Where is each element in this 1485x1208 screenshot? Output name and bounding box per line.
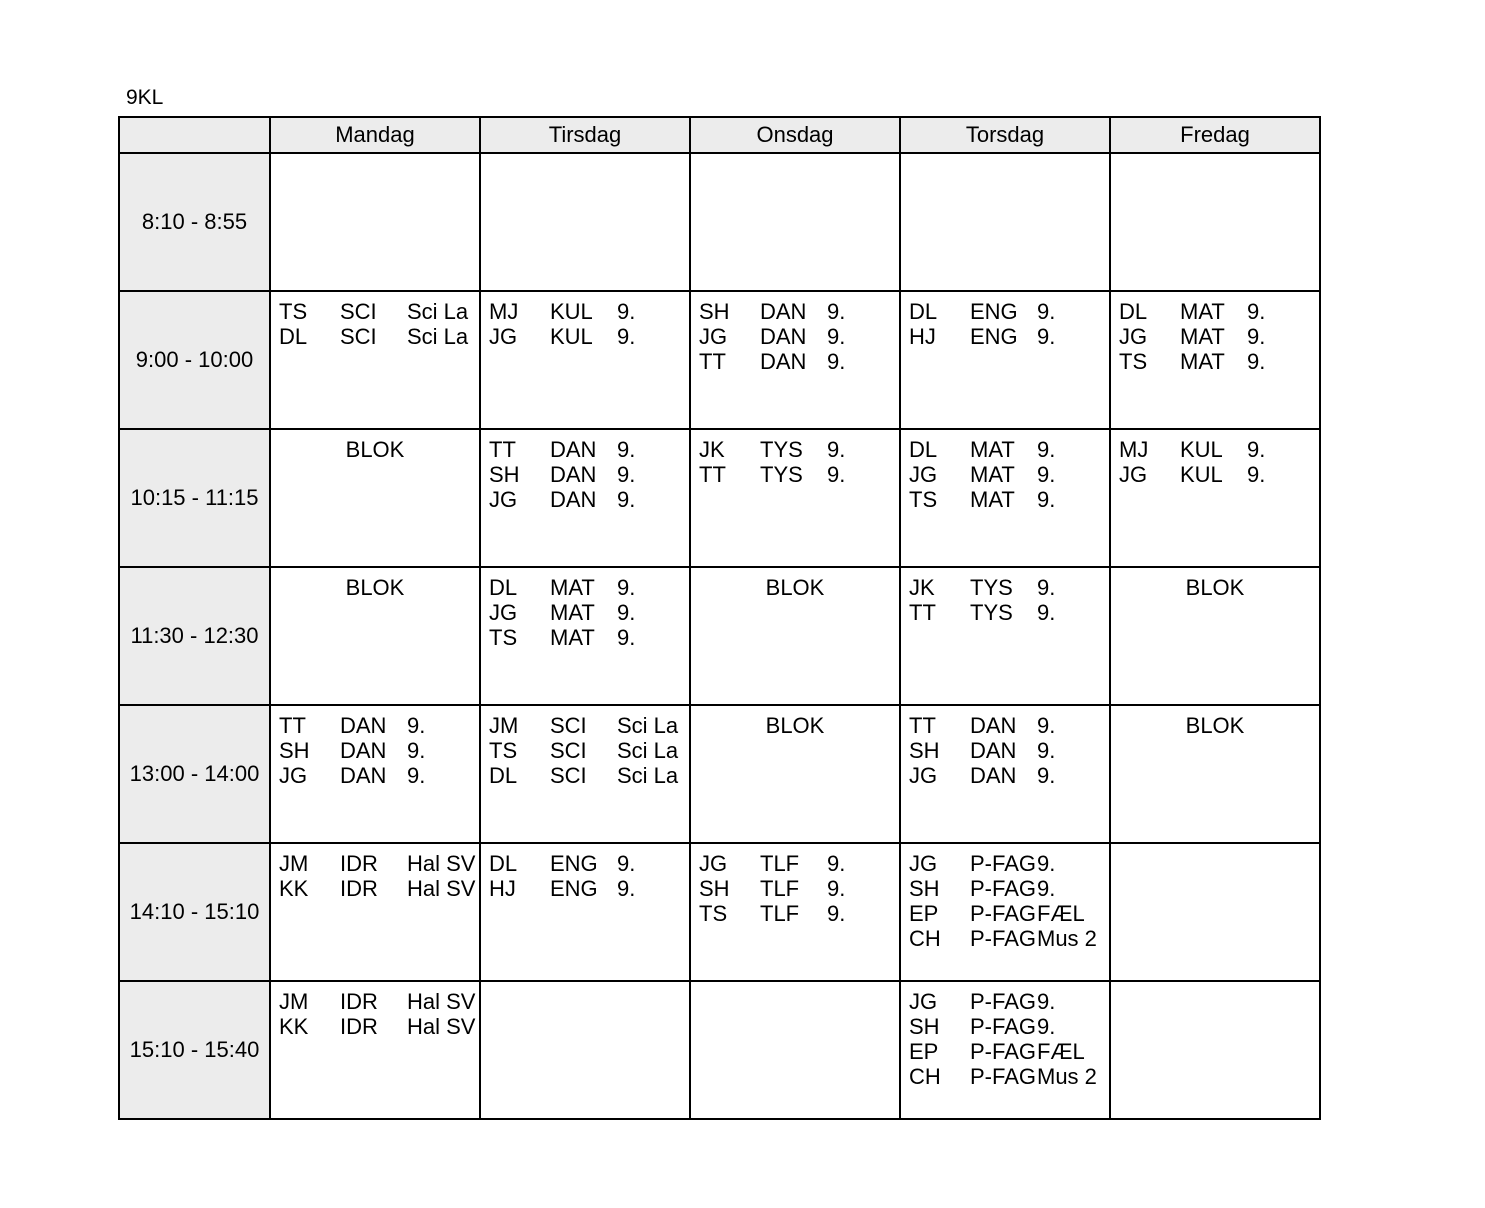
schedule-cell bbox=[271, 430, 479, 566]
lesson-room: 9. bbox=[617, 324, 636, 349]
lesson-room: 9. bbox=[617, 851, 636, 876]
lesson-room: 9. bbox=[1037, 600, 1056, 625]
lesson-teacher: JG bbox=[279, 763, 308, 788]
lesson-subject: P-FAG bbox=[970, 901, 1037, 926]
lesson-subject: TYS bbox=[970, 575, 1013, 600]
lesson-teacher: SH bbox=[699, 876, 730, 901]
lesson-teacher: TT bbox=[909, 600, 936, 625]
lesson-room: 9. bbox=[827, 462, 846, 487]
schedule-cell bbox=[691, 292, 899, 428]
schedule-cell bbox=[691, 430, 899, 566]
lesson-subject: MAT bbox=[970, 462, 1015, 487]
lesson-teacher: SH bbox=[909, 876, 940, 901]
lesson-teacher: KK bbox=[279, 1014, 309, 1039]
block-label: BLOK bbox=[765, 575, 825, 600]
lesson-subject: MAT bbox=[970, 437, 1015, 462]
lesson-room: 9. bbox=[827, 851, 846, 876]
lesson-room: 9. bbox=[1037, 763, 1056, 788]
lesson-entry bbox=[909, 926, 1109, 951]
lesson-entry bbox=[279, 1014, 479, 1039]
lesson-entry bbox=[279, 324, 479, 349]
lesson-teacher: TS bbox=[489, 738, 518, 763]
lesson-teacher: JG bbox=[909, 462, 938, 487]
time-slot: 11:30 - 12:30 bbox=[120, 568, 269, 704]
lesson-subject: TYS bbox=[760, 437, 803, 462]
time-slot: 14:10 - 15:10 bbox=[120, 844, 269, 980]
schedule-cell bbox=[481, 706, 689, 842]
lesson-subject: DAN bbox=[970, 738, 1017, 763]
lesson-subject: DAN bbox=[340, 738, 387, 763]
lesson-teacher: DL bbox=[489, 575, 518, 600]
lesson-subject: IDR bbox=[340, 989, 378, 1014]
lesson-room: 9. bbox=[1037, 738, 1056, 763]
lesson-subject: DAN bbox=[760, 349, 807, 374]
lesson-entry bbox=[1119, 349, 1319, 374]
lesson-room: Hal SV bbox=[407, 989, 476, 1014]
lesson-subject: SCI bbox=[550, 763, 587, 788]
lesson-teacher: MJ bbox=[489, 299, 519, 324]
time-slot: 13:00 - 14:00 bbox=[120, 706, 269, 842]
lesson-subject: TYS bbox=[970, 600, 1013, 625]
lesson-room: Sci La bbox=[617, 763, 679, 788]
day-header-torsdag: Torsdag bbox=[901, 118, 1109, 152]
lesson-room: 9. bbox=[827, 437, 846, 462]
lesson-teacher: JG bbox=[489, 487, 518, 512]
lesson-subject: MAT bbox=[1180, 324, 1225, 349]
lesson-teacher: DL bbox=[909, 437, 938, 462]
lesson-room: Sci La bbox=[407, 299, 469, 324]
lesson-teacher: DL bbox=[909, 299, 938, 324]
lesson-room: 9. bbox=[1037, 1014, 1056, 1039]
lesson-teacher: TT bbox=[489, 437, 516, 462]
lesson-teacher: JG bbox=[909, 763, 938, 788]
schedule-cell bbox=[271, 844, 479, 980]
lesson-teacher: TT bbox=[699, 349, 726, 374]
lesson-entry bbox=[489, 437, 689, 462]
lesson-subject: DAN bbox=[550, 487, 597, 512]
lesson-subject: SCI bbox=[340, 299, 377, 324]
lesson-room: FÆL bbox=[1037, 1039, 1085, 1064]
lesson-subject: IDR bbox=[340, 851, 378, 876]
lesson-subject: P-FAG bbox=[970, 876, 1037, 901]
lesson-teacher: JG bbox=[699, 851, 728, 876]
lesson-subject: P-FAG bbox=[970, 926, 1037, 951]
lesson-entry bbox=[909, 851, 1109, 876]
lesson-teacher: SH bbox=[489, 462, 520, 487]
lesson-entry bbox=[909, 763, 1109, 788]
schedule-cell bbox=[1111, 292, 1319, 428]
lesson-subject: P-FAG bbox=[970, 1014, 1037, 1039]
lesson-teacher: DL bbox=[489, 763, 518, 788]
schedule-cell bbox=[1111, 844, 1319, 980]
schedule-cell bbox=[271, 568, 479, 704]
lesson-teacher: JK bbox=[909, 575, 935, 600]
schedule-cell bbox=[481, 292, 689, 428]
lesson-teacher: DL bbox=[1119, 299, 1148, 324]
lesson-room: 9. bbox=[1037, 437, 1056, 462]
lesson-teacher: SH bbox=[909, 738, 940, 763]
timetable-grid bbox=[118, 116, 1321, 1120]
lesson-room: 9. bbox=[407, 763, 426, 788]
lesson-entry bbox=[699, 299, 899, 324]
lesson-subject: TLF bbox=[760, 876, 800, 901]
lesson-entry bbox=[489, 324, 689, 349]
lesson-subject: P-FAG bbox=[970, 1039, 1037, 1064]
lesson-room: FÆL bbox=[1037, 901, 1085, 926]
lesson-room: 9. bbox=[1247, 462, 1266, 487]
lesson-entry bbox=[279, 989, 479, 1014]
lesson-entry bbox=[489, 713, 689, 738]
block-label: BLOK bbox=[345, 575, 405, 600]
lesson-teacher: HJ bbox=[489, 876, 516, 901]
schedule-cell bbox=[691, 706, 899, 842]
lesson-subject: MAT bbox=[550, 600, 595, 625]
schedule-cell bbox=[481, 430, 689, 566]
lesson-teacher: TS bbox=[489, 625, 518, 650]
lesson-entry bbox=[279, 876, 479, 901]
lesson-subject: DAN bbox=[340, 763, 387, 788]
lesson-teacher: JG bbox=[489, 600, 518, 625]
lesson-subject: SCI bbox=[550, 738, 587, 763]
lesson-teacher: DL bbox=[279, 324, 308, 349]
schedule-cell bbox=[901, 568, 1109, 704]
day-header-fredag: Fredag bbox=[1111, 118, 1319, 152]
lesson-teacher: JM bbox=[279, 851, 309, 876]
lesson-subject: KUL bbox=[550, 299, 593, 324]
schedule-cell bbox=[1111, 568, 1319, 704]
lesson-subject: IDR bbox=[340, 876, 378, 901]
lesson-entry bbox=[699, 901, 899, 926]
lesson-room: 9. bbox=[617, 299, 636, 324]
lesson-subject: KUL bbox=[1180, 437, 1223, 462]
lesson-subject: P-FAG bbox=[970, 1064, 1037, 1089]
lesson-entry bbox=[1119, 462, 1319, 487]
lesson-subject: P-FAG bbox=[970, 989, 1037, 1014]
lesson-entry bbox=[489, 738, 689, 763]
lesson-teacher: JG bbox=[699, 324, 728, 349]
day-header-onsdag: Onsdag bbox=[691, 118, 899, 152]
lesson-subject: ENG bbox=[970, 299, 1018, 324]
lesson-subject: IDR bbox=[340, 1014, 378, 1039]
lesson-room: 9. bbox=[1037, 299, 1056, 324]
lesson-entry bbox=[1119, 299, 1319, 324]
lesson-subject: DAN bbox=[550, 437, 597, 462]
lesson-subject: MAT bbox=[550, 575, 595, 600]
lesson-entry bbox=[279, 851, 479, 876]
lesson-room: 9. bbox=[617, 600, 636, 625]
lesson-teacher: SH bbox=[699, 299, 730, 324]
lesson-room: 9. bbox=[827, 876, 846, 901]
schedule-cell bbox=[271, 982, 479, 1118]
lesson-teacher: TT bbox=[909, 713, 936, 738]
lesson-entry bbox=[489, 462, 689, 487]
lesson-room: Sci La bbox=[617, 713, 679, 738]
lesson-teacher: JM bbox=[279, 989, 309, 1014]
lesson-entry bbox=[699, 349, 899, 374]
lesson-teacher: MJ bbox=[1119, 437, 1149, 462]
lesson-entry bbox=[699, 851, 899, 876]
day-header-mandag: Mandag bbox=[271, 118, 479, 152]
lesson-room: 9. bbox=[827, 324, 846, 349]
lesson-entry bbox=[1119, 437, 1319, 462]
lesson-teacher: CH bbox=[909, 926, 941, 951]
block-label: BLOK bbox=[1185, 713, 1245, 738]
lesson-room: 9. bbox=[407, 738, 426, 763]
lesson-entry bbox=[909, 462, 1109, 487]
lesson-subject: SCI bbox=[340, 324, 377, 349]
schedule-cell bbox=[901, 430, 1109, 566]
lesson-subject: MAT bbox=[970, 487, 1015, 512]
lesson-room: 9. bbox=[1037, 487, 1056, 512]
lesson-subject: DAN bbox=[340, 713, 387, 738]
lesson-entry bbox=[909, 989, 1109, 1014]
schedule-cell bbox=[481, 154, 689, 290]
lesson-subject: DAN bbox=[970, 713, 1017, 738]
lesson-subject: MAT bbox=[550, 625, 595, 650]
schedule-cell bbox=[481, 568, 689, 704]
lesson-teacher: JG bbox=[1119, 462, 1148, 487]
lesson-teacher: JG bbox=[909, 989, 938, 1014]
lesson-teacher: EP bbox=[909, 1039, 939, 1064]
lesson-entry bbox=[909, 1014, 1109, 1039]
lesson-teacher: TS bbox=[909, 487, 938, 512]
lesson-entry bbox=[489, 575, 689, 600]
lesson-subject: TYS bbox=[760, 462, 803, 487]
lesson-room: 9. bbox=[1037, 876, 1056, 901]
lesson-subject: DAN bbox=[550, 462, 597, 487]
lesson-entry bbox=[279, 738, 479, 763]
lesson-entry bbox=[699, 324, 899, 349]
lesson-room: Sci La bbox=[617, 738, 679, 763]
time-slot: 10:15 - 11:15 bbox=[120, 430, 269, 566]
lesson-teacher: JM bbox=[489, 713, 519, 738]
class-title: 9KL bbox=[126, 86, 164, 109]
lesson-teacher: TS bbox=[279, 299, 308, 324]
schedule-cell bbox=[1111, 706, 1319, 842]
lesson-room: Hal SV bbox=[407, 851, 476, 876]
lesson-teacher: HJ bbox=[909, 324, 936, 349]
lesson-subject: DAN bbox=[760, 299, 807, 324]
lesson-entry bbox=[909, 876, 1109, 901]
schedule-cell bbox=[481, 982, 689, 1118]
lesson-room: 9. bbox=[827, 901, 846, 926]
schedule-cell bbox=[901, 844, 1109, 980]
lesson-entry bbox=[699, 462, 899, 487]
lesson-entry bbox=[909, 299, 1109, 324]
lesson-entry bbox=[699, 437, 899, 462]
schedule-cell bbox=[481, 844, 689, 980]
lesson-teacher: KK bbox=[279, 876, 309, 901]
lesson-room: 9. bbox=[1247, 349, 1266, 374]
lesson-teacher: TS bbox=[699, 901, 728, 926]
lesson-room: 9. bbox=[1247, 437, 1266, 462]
lesson-teacher: CH bbox=[909, 1064, 941, 1089]
schedule-cell bbox=[691, 154, 899, 290]
time-slot: 8:10 - 8:55 bbox=[120, 154, 269, 290]
schedule-cell bbox=[691, 568, 899, 704]
lesson-entry bbox=[489, 487, 689, 512]
lesson-subject: MAT bbox=[1180, 299, 1225, 324]
lesson-subject: ENG bbox=[550, 851, 598, 876]
lesson-room: 9. bbox=[1037, 851, 1056, 876]
lesson-teacher: EP bbox=[909, 901, 939, 926]
lesson-teacher: TT bbox=[699, 462, 726, 487]
lesson-room: 9. bbox=[617, 437, 636, 462]
lesson-teacher: JG bbox=[1119, 324, 1148, 349]
lesson-subject: SCI bbox=[550, 713, 587, 738]
schedule-cell bbox=[271, 706, 479, 842]
lesson-subject: P-FAG bbox=[970, 851, 1037, 876]
lesson-room: 9. bbox=[617, 876, 636, 901]
lesson-teacher: DL bbox=[489, 851, 518, 876]
lesson-subject: KUL bbox=[550, 324, 593, 349]
lesson-teacher: JG bbox=[489, 324, 518, 349]
schedule-cell bbox=[1111, 430, 1319, 566]
lesson-subject: MAT bbox=[1180, 349, 1225, 374]
lesson-entry bbox=[489, 876, 689, 901]
lesson-entry bbox=[909, 713, 1109, 738]
lesson-subject: DAN bbox=[970, 763, 1017, 788]
lesson-room: 9. bbox=[827, 299, 846, 324]
lesson-entry bbox=[909, 487, 1109, 512]
lesson-room: Hal SV bbox=[407, 876, 476, 901]
corner-cell bbox=[120, 118, 269, 152]
lesson-teacher: TT bbox=[279, 713, 306, 738]
lesson-room: 9. bbox=[617, 625, 636, 650]
lesson-teacher: TS bbox=[1119, 349, 1148, 374]
lesson-entry bbox=[909, 901, 1109, 926]
lesson-room: 9. bbox=[1037, 713, 1056, 738]
lesson-subject: ENG bbox=[970, 324, 1018, 349]
lesson-subject: KUL bbox=[1180, 462, 1223, 487]
lesson-room: 9. bbox=[407, 713, 426, 738]
time-slot: 9:00 - 10:00 bbox=[120, 292, 269, 428]
lesson-room: 9. bbox=[1247, 324, 1266, 349]
block-label: BLOK bbox=[1185, 575, 1245, 600]
lesson-room: Mus 2 bbox=[1037, 926, 1097, 951]
lesson-room: 9. bbox=[1037, 989, 1056, 1014]
lesson-entry bbox=[489, 625, 689, 650]
lesson-entry bbox=[699, 876, 899, 901]
day-header-tirsdag: Tirsdag bbox=[481, 118, 689, 152]
lesson-entry bbox=[909, 1039, 1109, 1064]
lesson-teacher: JK bbox=[699, 437, 725, 462]
lesson-teacher: JG bbox=[909, 851, 938, 876]
lesson-entry bbox=[279, 763, 479, 788]
lesson-room: Hal SV bbox=[407, 1014, 476, 1039]
lesson-entry bbox=[279, 713, 479, 738]
block-label: BLOK bbox=[765, 713, 825, 738]
lesson-entry bbox=[909, 600, 1109, 625]
lesson-subject: TLF bbox=[760, 901, 800, 926]
lesson-entry bbox=[489, 763, 689, 788]
lesson-entry bbox=[1119, 324, 1319, 349]
schedule-cell bbox=[271, 292, 479, 428]
lesson-entry bbox=[489, 600, 689, 625]
schedule-cell bbox=[901, 154, 1109, 290]
lesson-subject: TLF bbox=[760, 851, 800, 876]
lesson-room: 9. bbox=[617, 575, 636, 600]
lesson-subject: DAN bbox=[760, 324, 807, 349]
schedule-cell bbox=[901, 706, 1109, 842]
schedule-cell bbox=[1111, 154, 1319, 290]
schedule-cell bbox=[901, 982, 1109, 1118]
lesson-room: 9. bbox=[617, 487, 636, 512]
lesson-subject: ENG bbox=[550, 876, 598, 901]
lesson-room: 9. bbox=[827, 349, 846, 374]
schedule-cell bbox=[691, 844, 899, 980]
schedule-cell bbox=[691, 982, 899, 1118]
lesson-teacher: SH bbox=[279, 738, 310, 763]
block-label: BLOK bbox=[345, 437, 405, 462]
lesson-room: 9. bbox=[1037, 462, 1056, 487]
lesson-entry bbox=[909, 324, 1109, 349]
lesson-room: 9. bbox=[1037, 575, 1056, 600]
lesson-room: Mus 2 bbox=[1037, 1064, 1097, 1089]
lesson-entry bbox=[909, 437, 1109, 462]
lesson-teacher: SH bbox=[909, 1014, 940, 1039]
lesson-room: 9. bbox=[617, 462, 636, 487]
lesson-entry bbox=[279, 299, 479, 324]
lesson-room: 9. bbox=[1247, 299, 1266, 324]
schedule-cell bbox=[271, 154, 479, 290]
lesson-room: 9. bbox=[1037, 324, 1056, 349]
schedule-cell bbox=[901, 292, 1109, 428]
lesson-entry bbox=[489, 851, 689, 876]
lesson-entry bbox=[909, 738, 1109, 763]
time-slot: 15:10 - 15:40 bbox=[120, 982, 269, 1118]
lesson-entry bbox=[909, 575, 1109, 600]
lesson-room: Sci La bbox=[407, 324, 469, 349]
lesson-entry bbox=[909, 1064, 1109, 1089]
lesson-entry bbox=[489, 299, 689, 324]
schedule-cell bbox=[1111, 982, 1319, 1118]
